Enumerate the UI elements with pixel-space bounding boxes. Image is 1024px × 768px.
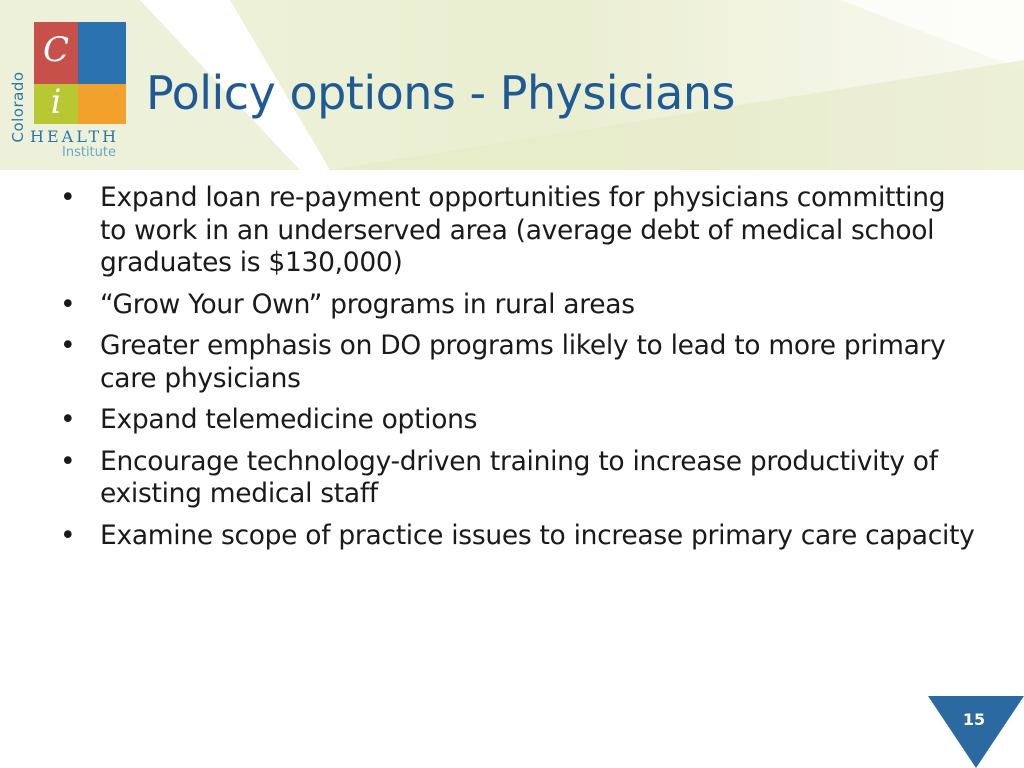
bullet-dot-icon: • [60,404,76,435]
logo-c-block: C [34,22,78,84]
bullet-list [56,182,976,561]
page-number: 15 [962,710,986,729]
page-number-marker [928,696,1024,768]
bullet-dot-icon: • [60,288,76,320]
logo-colorado-text: Colorado [9,71,27,143]
logo-institute-text: Institute [62,145,116,160]
bullet-text: “Grow Your Own” programs in rural areas [100,288,635,320]
bullet-item [56,446,976,511]
bullet-item [56,330,976,395]
bullet-dot-icon: • [60,330,76,361]
slide-title: Policy options - Physicians [146,66,735,120]
bullet-dot-icon: • [60,519,76,551]
bullet-item [56,289,976,322]
bullet-item [56,182,976,280]
bullet-text: Expand telemedicine options [100,404,478,435]
bullet-item [56,404,976,437]
bullet-dot-icon: • [60,445,76,477]
bullet-dot-icon: • [60,182,76,213]
logo-i-block: i [34,84,78,124]
bullet-text: Greater emphasis on DO programs likely to lead to more primary care physicians [100,330,946,394]
bullet-text: Encourage technology-driven training to increase productivity of existing medical staff [100,445,938,509]
logo-orange-block [78,84,126,124]
bullet-text: Examine scope of practice issues to increase primary care capacity [100,519,975,551]
logo-blue-block [78,22,126,84]
logo-health-text: HEALTH [30,127,120,146]
bullet-text: Expand loan re-payment opportunities for physicians committing to work in an underserved area (average debt of medical school graduates is $130,000) [100,182,946,278]
bullet-item [56,520,976,553]
